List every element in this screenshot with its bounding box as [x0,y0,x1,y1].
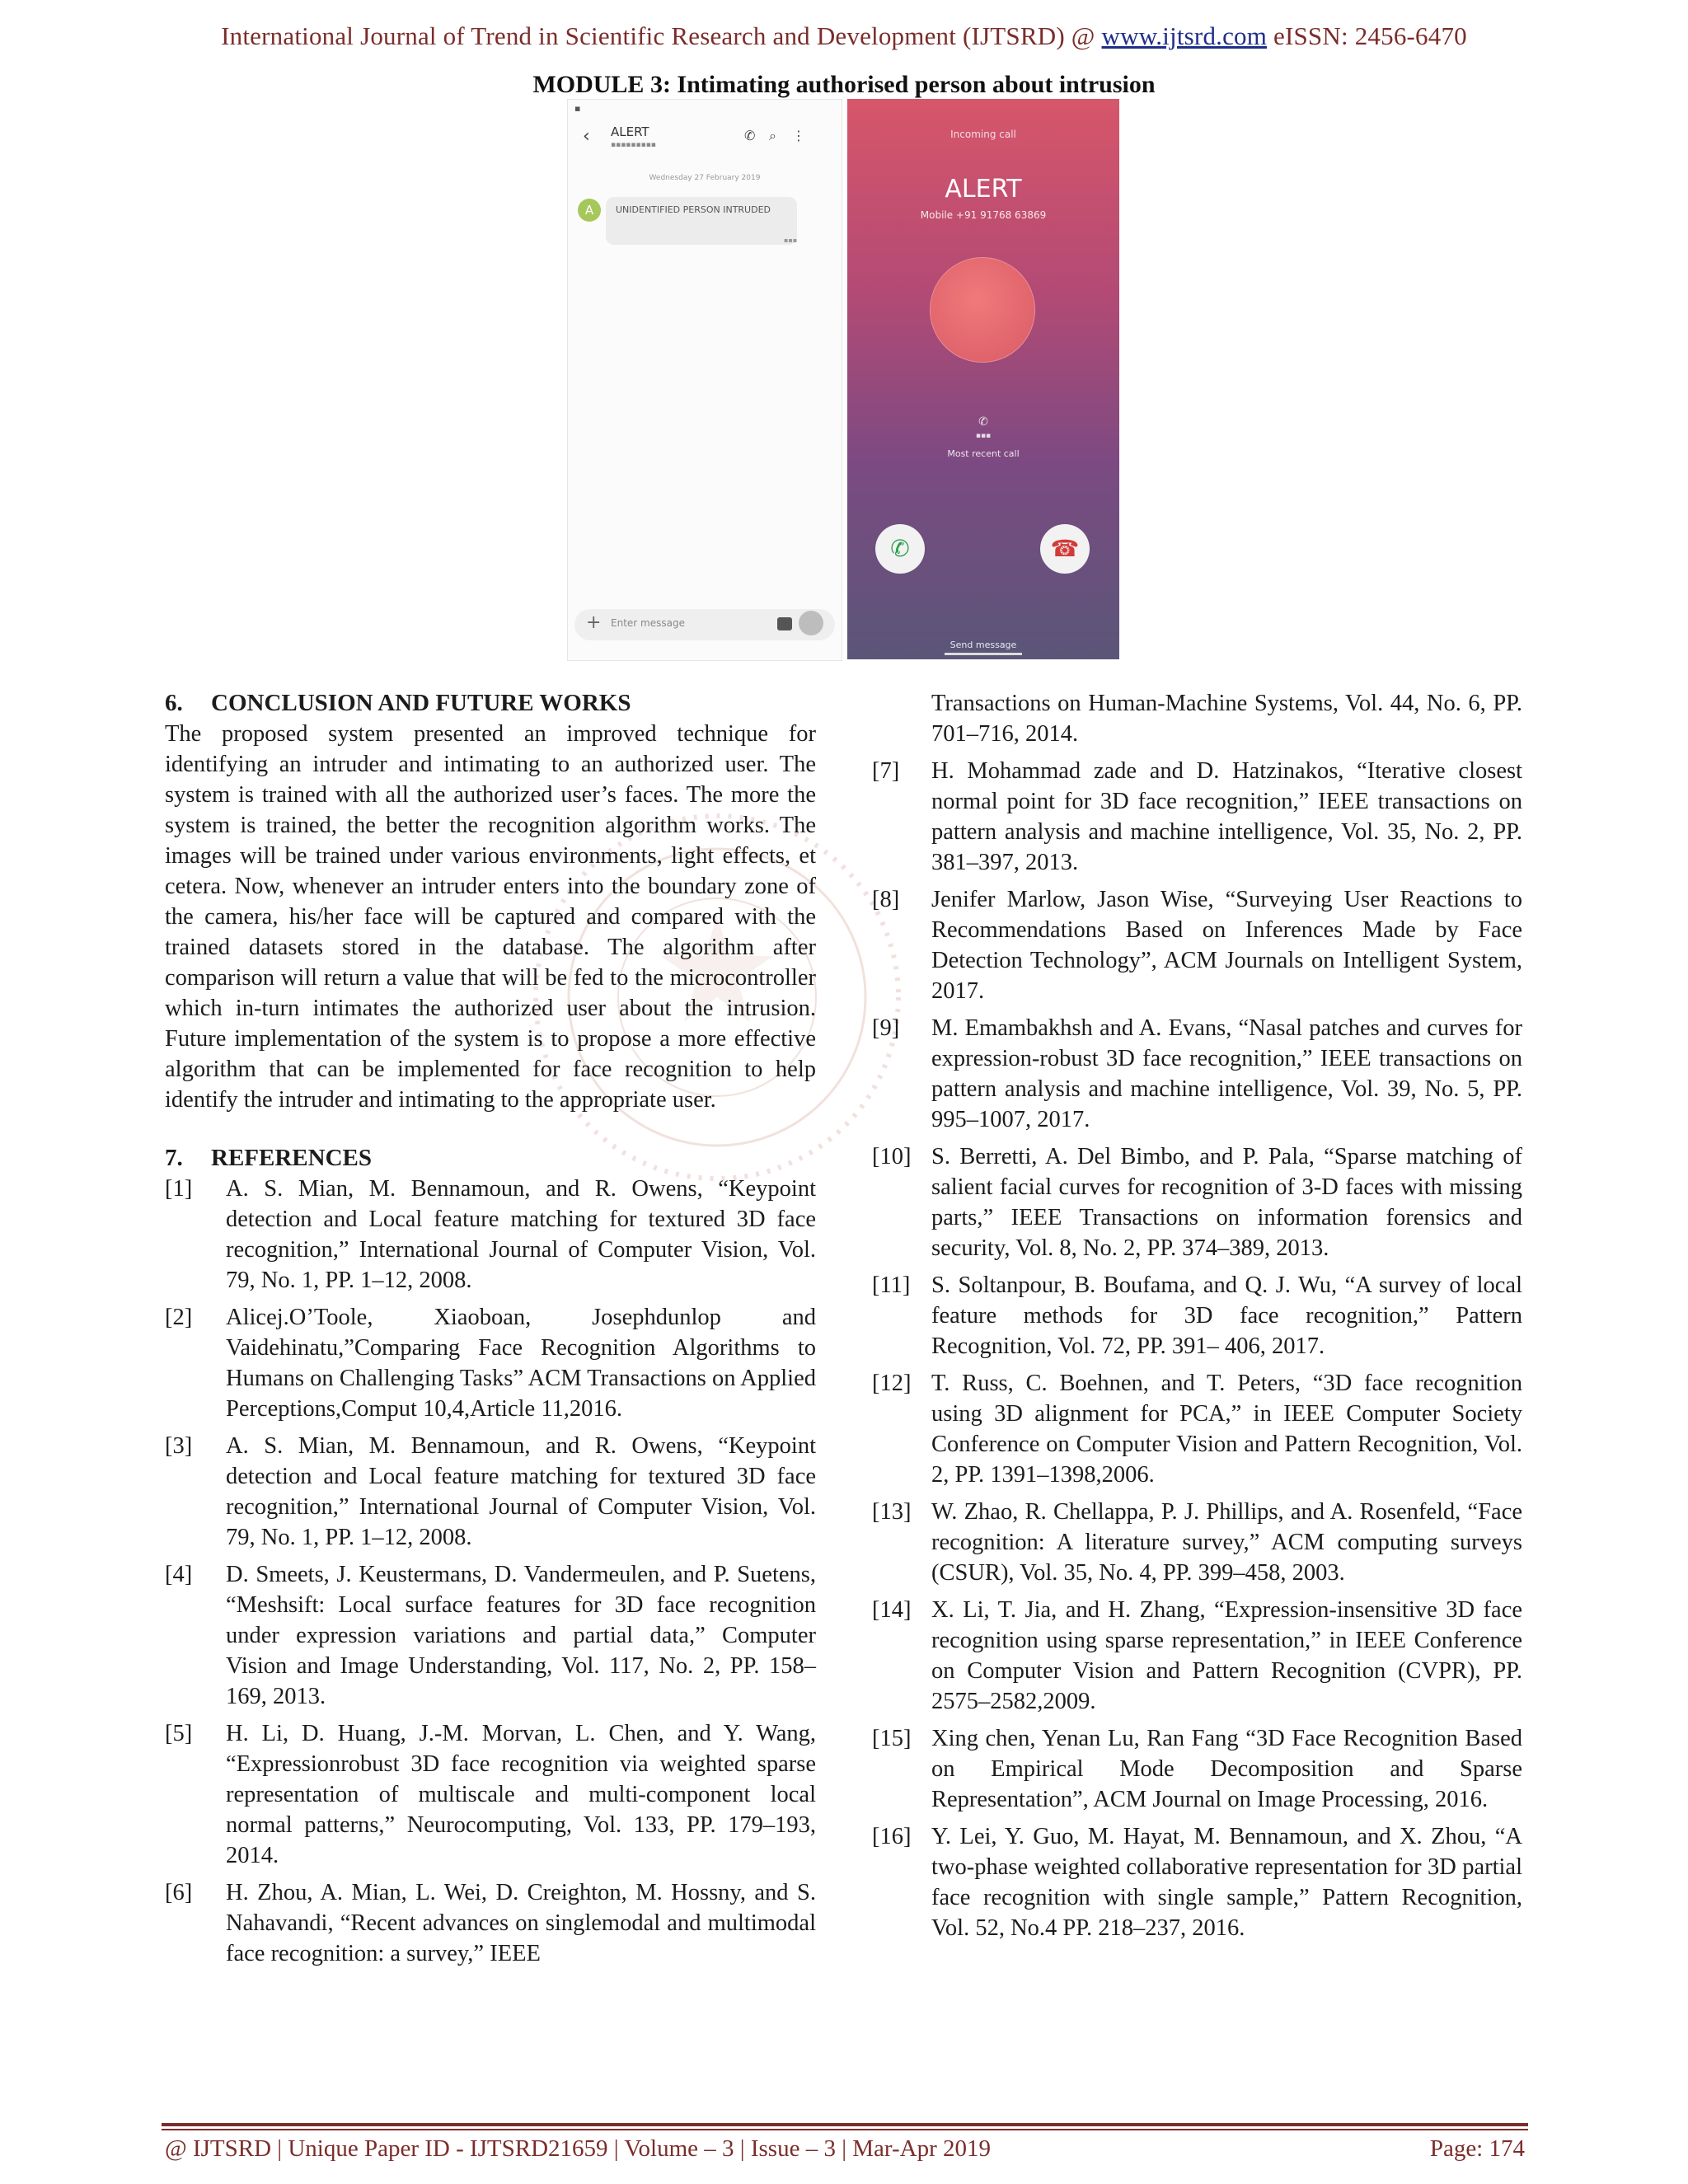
reference-item [165,1559,816,1712]
plus-icon: + [586,612,602,633]
reference-item [874,1821,1522,1943]
call-log-icon: ✆ [978,415,988,429]
running-header [0,21,1688,51]
reference-number: [6] [165,1880,193,1905]
reference-number: [3] [165,1433,193,1459]
reference-number: [4] [165,1562,193,1587]
journal-name: International Journal of Trend in Scientific Research and Development (IJTSRD) @ [221,21,1102,50]
decline-call-icon: ☎ [1040,524,1090,574]
conclusion-heading: 6. CONCLUSION AND FUTURE WORKS [165,690,631,716]
reference-number: [11] [872,1272,911,1298]
reference-number: [13] [872,1499,912,1525]
reference-item [165,1431,816,1553]
sms-date: Wednesday 27 February 2019 [649,174,761,182]
last-call-label: Most recent call [947,448,1020,459]
send-icon [799,611,823,635]
reference-item [874,1141,1522,1263]
footer-rule-thin [162,2129,1528,2130]
caller-name: ALERT [945,175,1022,204]
footer-rule [162,2123,1528,2126]
caller-photo [930,257,1035,363]
status-bar: ▪ [574,103,581,114]
reference-number: [5] [165,1721,193,1746]
reference-number: [7] [872,758,900,784]
reference-number: [2] [165,1305,193,1330]
reference-text: H. Zhou, A. Mian, L. Wei, D. Creighton, M. Hossny, and S. Nahavandi, “Recent advances on singlemodal and multimodal face recognition: a survey,” IEEE [226,1880,816,1966]
left-column [165,688,816,1975]
reference-item [874,1497,1522,1588]
reference-item [165,1174,816,1296]
reference-text: A. S. Mian, M. Bennamoun, and R. Owens, “Keypoint detection and Local feature matching for textured 3D face recognition,” International Journal of Computer Vision, Vol. 79, No. 1, PP. 1–12, 2008. [226,1176,816,1293]
reference-text: Jenifer Marlow, Jason Wise, “Surveying User Reactions to Recommendations Based on Inferences Made by Face Detection Technology”, ACM Journals on Intelligent System, 2017. [931,887,1522,1004]
reference-number: [10] [872,1144,912,1169]
right-column [874,688,1522,1950]
page-number: Page: 174 [1429,2135,1525,2162]
reference-text: S. Berretti, A. Del Bimbo, and P. Pala, “Sparse matching of salient facial curves for recognition of 3-D faces with missing parts,” IEEE Transactions on information forensics and security, Vol. 8, No. 2, PP. 374–389, 2013. [931,1144,1522,1261]
message-text: UNIDENTIFIED PERSON INTRUDED [616,204,771,215]
reference-item [874,884,1522,1006]
reference-item [874,1595,1522,1717]
reference-item [874,1270,1522,1361]
reference-text: D. Smeets, J. Keustermans, D. Vandermeulen, and P. Suetens, “Meshsift: Local surface features for 3D face recognition under expression variations and partial data,” Computer Vision and Image Understanding, Vol. 117, No. 2, PP. 158–169, 2013. [226,1562,816,1709]
reference-item [874,1368,1522,1490]
reference-item [165,1302,816,1424]
reference-text: H. Mohammad zade and D. Hatzinakos, “Iterative closest normal point for 3D face recognition,” IEEE transactions on pattern analysis and machine intelligence, Vol. 35, No. 2, PP. 381–397, 2013. [931,758,1522,875]
reference-text: A. S. Mian, M. Bennamoun, and R. Owens, “Keypoint detection and Local feature matching for textured 3D face recognition,” International Journal of Computer Vision, Vol. 79, No. 1, PP. 1–12, 2008. [226,1433,816,1550]
reference-item [165,1718,816,1871]
sms-contact-name: ALERT [611,124,649,139]
journal-issn: eISSN: 2456-6470 [1267,21,1467,50]
reference-text: H. Li, D. Huang, J.-M. Morvan, L. Chen, and Y. Wang, “Expressionrobust 3D face recognition via weighted sparse representation of multiscale and multi-component local normal patterns,” Neurocomputing, Vol. 133, PP. 179–193, 2014. [226,1721,816,1868]
last-call-time: ▪▪▪ [975,432,992,440]
phone-icon: ✆ [744,128,756,143]
reference-text: W. Zhao, R. Chellappa, P. J. Phillips, and A. Rosenfeld, “Face recognition: A literature survey,” ACM computing surveys (CSUR), Vol. 35, No. 4, PP. 399–458, 2003. [931,1499,1522,1586]
reference-text: T. Russ, C. Boehnen, and T. Peters, “3D face recognition using 3D alignment for PCA,” in IEEE Computer Society Conference on Computer Vision and Pattern Recognition, Vol. 2, PP. 1391–1398,2006. [931,1371,1522,1488]
references-list-right [874,756,1522,1943]
reference-text: Y. Lei, Y. Guo, M. Hayat, M. Bennamoun, and X. Zhou, “A two-phase weighted collaborative representation for 3D partial face recognition with single sample,” Pattern Recognition, Vol. 52, No.4 PP. 218–237, 2016. [931,1824,1522,1941]
footer-paper-info: @ IJTSRD | Unique Paper ID - IJTSRD21659 | Volume – 3 | Issue – 3 | Mar-Apr 2019 [165,2135,991,2162]
caller-number: Mobile +91 91768 63869 [920,209,1047,221]
page-footer [165,2135,1525,2163]
incoming-call-screenshot [847,99,1119,659]
reference-item [874,756,1522,878]
reference-item [165,1877,816,1969]
send-message-label: Send message [950,640,1017,650]
reference-text: M. Emambakhsh and A. Evans, “Nasal patches and curves for expression-robust 3D face recognition,” IEEE transactions on pattern analysis and machine intelligence, Vol. 39, No. 5, PP. 995–1007, 2017. [931,1015,1522,1132]
message-time: ▪▪▪ [784,237,798,244]
nav-bar [584,652,823,655]
references-heading: 7. REFERENCES [165,1145,372,1171]
reference-text: Alicej.O’Toole, Xiaoboan, Josephdunlop and Vaidehinatu,”Comparing Face Recognition Algorithms to Humans on Challenging Tasks” ACM Transactions on Applied Perceptions,Comput 10,4,Article 11,2016. [226,1305,816,1422]
reference-6-continuation: Transactions on Human-Machine Systems, Vol. 44, No. 6, PP. 701–716, 2014. [931,691,1522,747]
sms-contact-number: ▪▪▪▪▪▪▪▪▪ [611,141,656,149]
more-menu-icon: ⋮ [792,128,805,143]
call-status: Incoming call [950,129,1016,140]
accept-call-icon: ✆ [875,524,925,574]
reference-text: S. Soltanpour, B. Boufama, and Q. J. Wu, “A survey of local feature methods for 3D face recognition,” Pattern Recognition, Vol. 72, PP. 391– 406, 2017. [931,1272,1522,1359]
sms-screenshot [567,99,842,661]
reference-number: [14] [872,1597,912,1623]
reference-item [874,1723,1522,1815]
reference-item [874,1013,1522,1135]
reference-text: Xing chen, Yenan Lu, Ran Fang “3D Face Recognition Based on Empirical Mode Decomposition and Sparse Representation”, ACM Journal on Image Processing, 2016. [931,1726,1522,1812]
reference-number: [1] [165,1176,193,1202]
reference-number: [15] [872,1726,912,1751]
reference-number: [8] [872,887,900,912]
search-icon: ⌕ [769,128,776,143]
reference-number: [12] [872,1371,912,1396]
sender-avatar: A [578,199,601,222]
sticker-icon [777,617,792,630]
reference-number: [9] [872,1015,900,1041]
journal-url-link[interactable]: www.ijtsrd.com [1101,21,1268,50]
module-title: MODULE 3: Intimating authorised person about intrusion [532,71,1156,98]
conclusion-paragraph: The proposed system presented an improved technique for identifying an intruder and intimating to an authorized user. The system is trained with all the authorized user’s faces. The more the system is trained, the better the recognition algorithm works. The images will be trained under various environments, light effects, et cetera. Now, whenever an intruder enters into the boundary zone of the camera, his/her face will be captured and compared with the trained datasets stored in the database. The algorithm after comparison will return a value that will be fed to the microcontroller which in-turn intimates the authorized user about the intrusion. Future implementation of the system is to propose a more effective algorithm that can be implemented for face recognition to help identify the intruder and intimating to the appropriate user. [165,721,816,1113]
reference-number: [16] [872,1824,912,1849]
references-list-left [165,1174,816,1969]
swipe-handle [945,653,1022,655]
back-arrow-icon: ‹ [583,126,590,147]
message-input-placeholder: Enter message [611,617,685,629]
reference-text: X. Li, T. Jia, and H. Zhang, “Expression-insensitive 3D face recognition using sparse representation,” in IEEE Conference on Computer Vision and Pattern Recognition (CVPR), PP. 2575–2582,2009. [931,1597,1522,1714]
